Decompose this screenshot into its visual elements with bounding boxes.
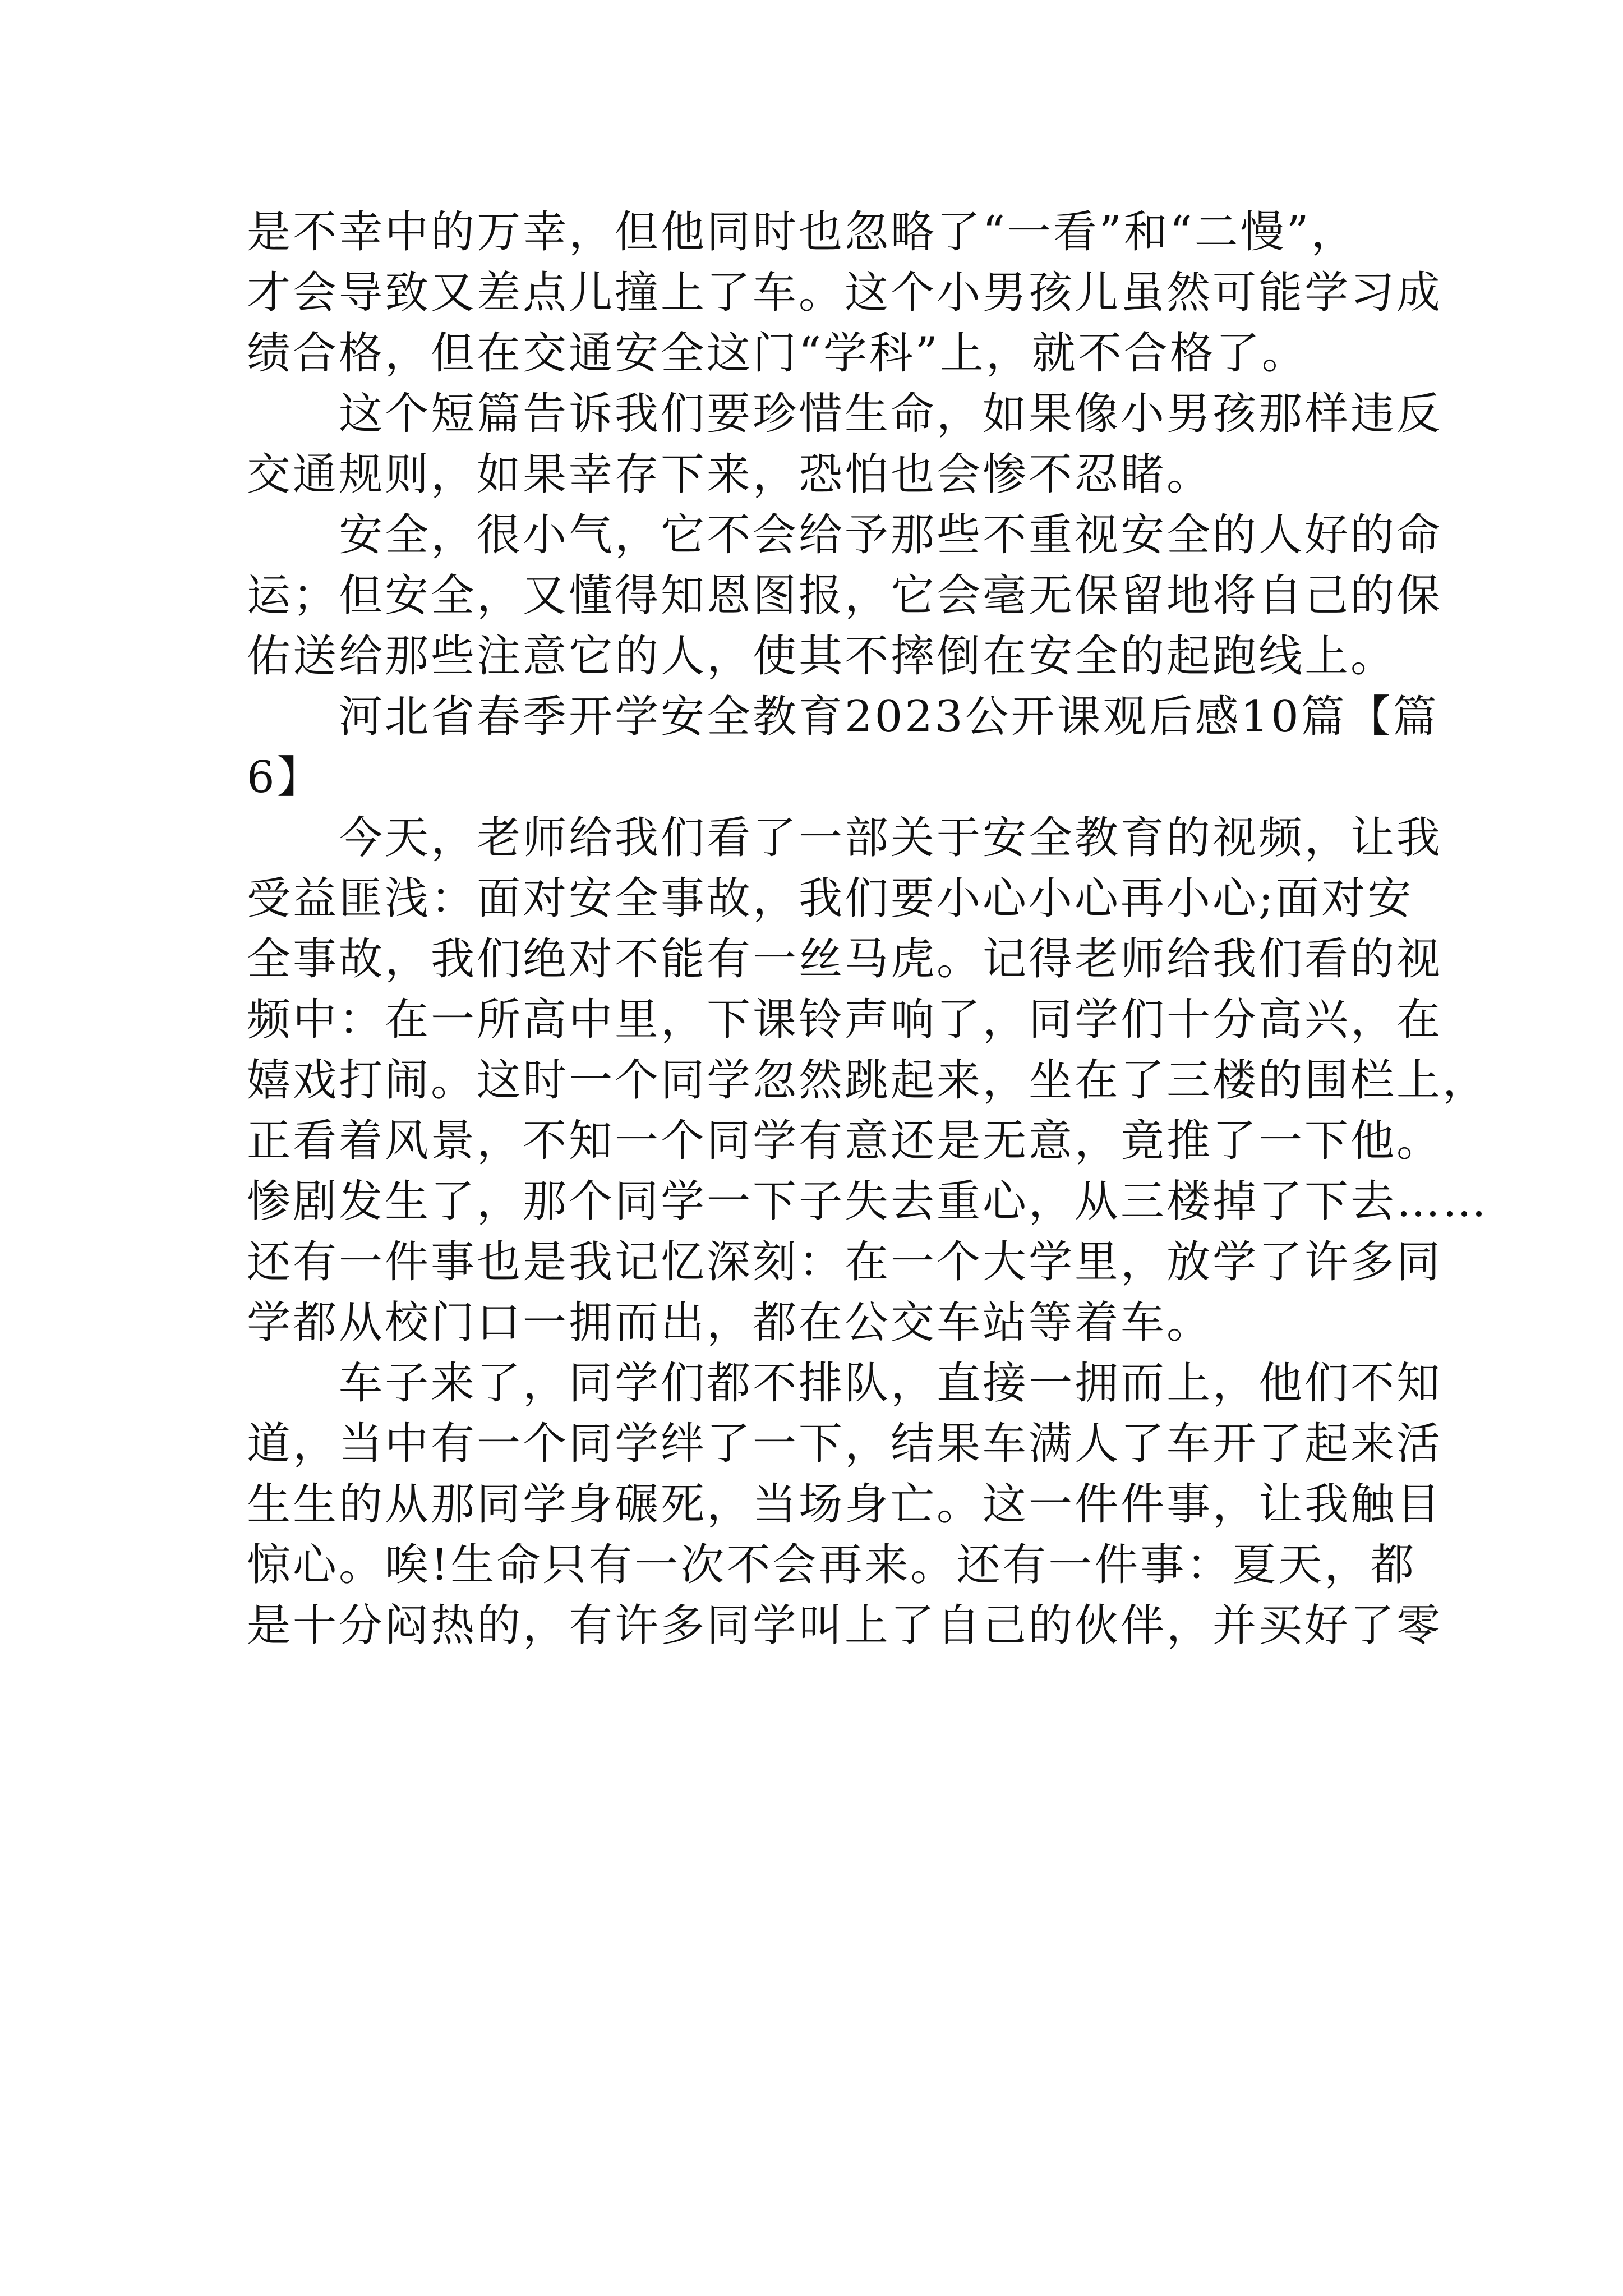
- text-line: 道，当中有一个同学绊了一下，结果车满人了车开了起来活: [247, 1419, 1443, 1469]
- text-line: 才会导致又差点儿撞上了车。这个小男孩儿虽然可能学习成: [247, 268, 1443, 318]
- text-line: 车子来了，同学们都不排队，直接一拥而上，他们不知: [339, 1358, 1443, 1409]
- text-line: 受益匪浅：面对安全事故，我们要小心小心再小心;面对安: [247, 873, 1414, 924]
- text-line: 是不幸中的万幸，但他同时也忽略了“一看”和“二慢”，: [247, 207, 1357, 257]
- paragraph-3: [247, 505, 1443, 687]
- text-line: 学都从校门口一拥而出，都在公交车站等着车。: [247, 1297, 1213, 1348]
- heading-line: 6】: [247, 752, 323, 803]
- text-line: 惨剧发生了，那个同学一下子失去重心，从三楼掉了下去……: [247, 1176, 1489, 1227]
- text-line: 交通规则，如果幸存下来，恐怕也会惨不忍睹。: [247, 449, 1213, 500]
- document-body: [247, 202, 1489, 1656]
- text-line: 频中：在一所高中里，下课铃声响了，同学们十分高兴，在: [247, 995, 1443, 1045]
- text-line: 嬉戏打闹。这时一个同学忽然跳起来，坐在了三楼的围栏上，: [247, 1055, 1489, 1106]
- text-line: 今天，老师给我们看了一部关于安全教育的视频，让我: [339, 813, 1443, 863]
- heading-line: 河北省春季开学安全教育2023公开课观后感10篇【篇: [339, 692, 1439, 742]
- text-line: 全事故，我们绝对不能有一丝马虎。记得老师给我们看的视: [247, 934, 1443, 984]
- text-line: 生生的从那同学身碾死，当场身亡。这一件件事，让我触目: [247, 1479, 1443, 1530]
- paragraph-2: [247, 384, 1443, 505]
- section-heading: [247, 687, 1439, 808]
- text-line: 惊心。唉!生命只有一次不会再来。还有一件事：夏天，都: [247, 1540, 1417, 1590]
- text-line: 佑送给那些注意它的人，使其不摔倒在安全的起跑线上。: [247, 631, 1397, 682]
- text-line: 这个短篇告诉我们要珍惜生命，如果像小男孩那样违反: [339, 389, 1443, 439]
- text-line: 正看着风景，不知一个同学有意还是无意，竟推了一下他。: [247, 1116, 1443, 1166]
- paragraph-5: [247, 1353, 1443, 1656]
- paragraph-4: [247, 808, 1489, 1353]
- text-line: 绩合格，但在交通安全这门“学科”上，就不合格了。: [247, 328, 1308, 379]
- text-line: 还有一件事也是我记忆深刻：在一个大学里，放学了许多同: [247, 1237, 1443, 1287]
- text-line: 是十分闷热的，有许多同学叫上了自己的伙伴，并买好了零: [247, 1600, 1443, 1651]
- text-line: 运；但安全，又懂得知恩图报，它会毫无保留地将自己的保: [247, 570, 1443, 621]
- paragraph-1: [247, 202, 1443, 384]
- text-line: 安全，很小气，它不会给予那些不重视安全的人好的命: [339, 510, 1443, 560]
